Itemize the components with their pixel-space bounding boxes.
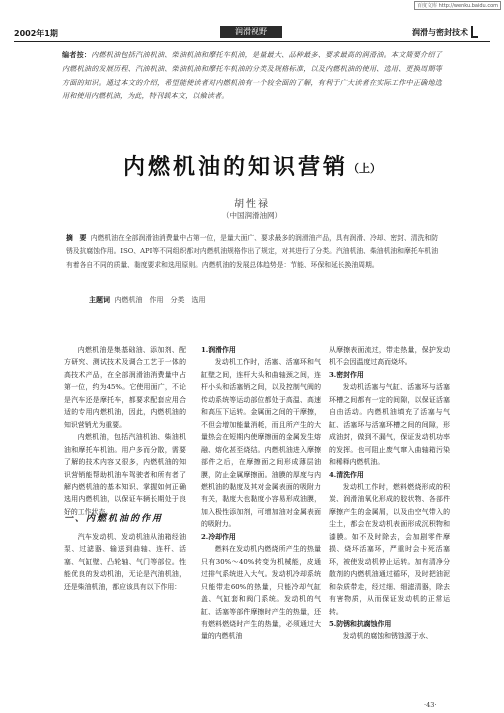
page-header [14, 26, 490, 40]
subsection-text: 发动机活塞与气缸、活塞环与活塞环槽之间都有一定的间隙，以保证活塞自由活动。内燃机油填充了活塞与气缸、活塞环与活塞环槽之间的间隙，形成油封，做到不漏气，保证发动机功率的发挥。也可阻止废气窜入曲轴箱污染和稀释内燃机油。 [329, 383, 450, 467]
subsection-heading: 1.润滑作用 [201, 346, 236, 354]
author: 胡性禄 [234, 199, 270, 210]
column-2 [201, 344, 321, 643]
abstract [66, 232, 438, 272]
col1-paragraph: 内燃机油是集基础油、添加剂、配方研究、测试技术及调合工艺于一体的高技术产品，在全部润滑油消费量中占第一位，约为45%。它使用面广，不论是汽车还是摩托车，都要求配套应用合适的专用内燃机油，因此，内燃机油的知识营销尤为重要。 [64, 346, 186, 429]
journal-logo-icon [470, 26, 478, 38]
editor-note-label: 编者按： [62, 50, 92, 59]
title-main: 内燃机油的知识营销 [122, 155, 348, 180]
column-tag: 润滑视野 [220, 26, 282, 38]
editor-note-text: 内燃机油包括汽油机油、柴油机油和摩托车机油，是量最大、品种最多、要求最高的润滑油。本文简要介绍了内燃机油的发展历程、汽油机油、柴油机油和摩托车机油的分类及规格标准，以及内燃机油的使用、选用、更换周期等方面的知识。通过本文的介绍，希望能使读者对内燃机油有一个较全面的了解，有利于广大读者在实际工作中正确地选用和使用内燃机油，为此，特刊载本文，以飨读者。 [62, 50, 442, 101]
author-org: （中国润滑油网） [222, 211, 282, 220]
col3-lead: 从摩擦表面流过，带走热量，保护发动机不会因温度过高而烧坏。 [329, 346, 450, 367]
keywords [89, 295, 205, 305]
page-number: ·43· [424, 701, 437, 709]
article-title [0, 150, 504, 181]
watermark: 百度文库 http://wenku.baidu.com [414, 1, 501, 10]
section-1-text: 汽车发动机、发动机油从油箱经油泵、过滤器、输送到曲轴、连杆、活塞、气缸壁、凸轮轴、气门等部位。性能优良的发动机油，无论是汽油机油，还是柴油机油，都应该具有以下作用： [64, 533, 186, 591]
section-1-body [64, 531, 186, 593]
issue-label: 2002年1期 [14, 29, 58, 38]
header-rule [14, 41, 490, 42]
subsection-heading: 4.清洗作用 [329, 470, 364, 479]
keywords-label: 主题词 [89, 295, 110, 304]
subsection-heading: 3.密封作用 [329, 370, 364, 379]
column-1 [64, 344, 186, 518]
subsection-text: 发动机工作时，燃料燃烧形成的积炭、润滑油氧化形成的胶状物、各部件摩擦产生的金属屑，以及由空气带入的尘土，都会在发动机表面形成沉积物和漆膜。如不及时除去，会加剧零件摩损、烧坏活塞环，严重时会卡死活塞环，被使发动机停止运转。加有清净分散剂的内燃机油通过循环，及时把油泥和杂质带走，经过细、细滤清器，除去有害物质，从而保证发动机的正常运转。 [329, 482, 450, 616]
abstract-label: 摘 要 [66, 234, 87, 242]
subsection-heading: 5.防锈和抗腐蚀作用 [329, 619, 392, 628]
editor-note [62, 48, 442, 103]
keywords-text: 内燃机油 作用 分类 选用 [114, 296, 206, 304]
subsection-heading: 2.冷却作用 [201, 532, 236, 541]
subsection-text: 燃料在发动机内燃烧所产生的热量只有30%～40%转变为机械能，皮通过排气系统进入大气。发动机冷却系统只能带走60%的热量，只能冷却气缸盖、气缸套和阀门系统。发动机的气缸、活塞等部件摩擦时产生的热量，还有燃料燃烧时产生的热量，必须通过大量的内燃机油 [201, 545, 321, 641]
subsection-text: 发动机工作时，活塞、活塞环和气缸壁之间，连杆大头和曲轴颈之间，连杆小头和活塞销之间，以及控制气阀的传动系统等运动部位都处于高温、高速和高压下运转。金属面之间的干摩擦，不但会增加能量消耗，而且所产生的大量热会在短期内使摩擦面的金属发生熔融、熔化甚至烧结。内燃机油进入摩擦部件之后，在摩擦面之间形成薄层油膜，防止金属摩擦面。油膜的厚度与内燃机油的黏度及其对金属表面的吸附力有关，黏度大也黏度小容易形成油膜，加入极性添加剂，可增加油对金属表面的吸附力。 [201, 358, 321, 529]
journal-name: 润滑与密封技术 [412, 28, 468, 37]
abstract-text: 内燃机油在全部润滑油消费量中占第一位，是量大面广、要求最多的润滑油产品，具有润滑、冷却、密封、清洗和防锈及抗腐蚀作用。ISO、API等不同组织都对内燃机油规格作出了规定，对其进行了分类。汽油机油、柴油机油和摩托车机油有着各自不同的质量、黏度要求和选用原则。内燃机油的发展总体趋势是：节能、环保和延长换油周期。 [66, 234, 439, 269]
subsection-text: 发动机的腐蚀和锈蚀源于水、 [342, 632, 433, 641]
section-heading: 一、内燃机油的作用 [64, 514, 164, 524]
title-part: （上） [348, 162, 381, 175]
col1-paragraph: 内燃机油，包括汽油机油、柴油机油和摩托车机油。用户多而分散，需要了解的技术内容又很多，内燃机油的知识营销能帮助机油车驾驶者和所有者了解内燃机油的基本知识、掌握如何正确选用内燃机油，以保证车辆长期处于良好的工作状态。 [64, 433, 186, 516]
column-3 [329, 344, 450, 643]
